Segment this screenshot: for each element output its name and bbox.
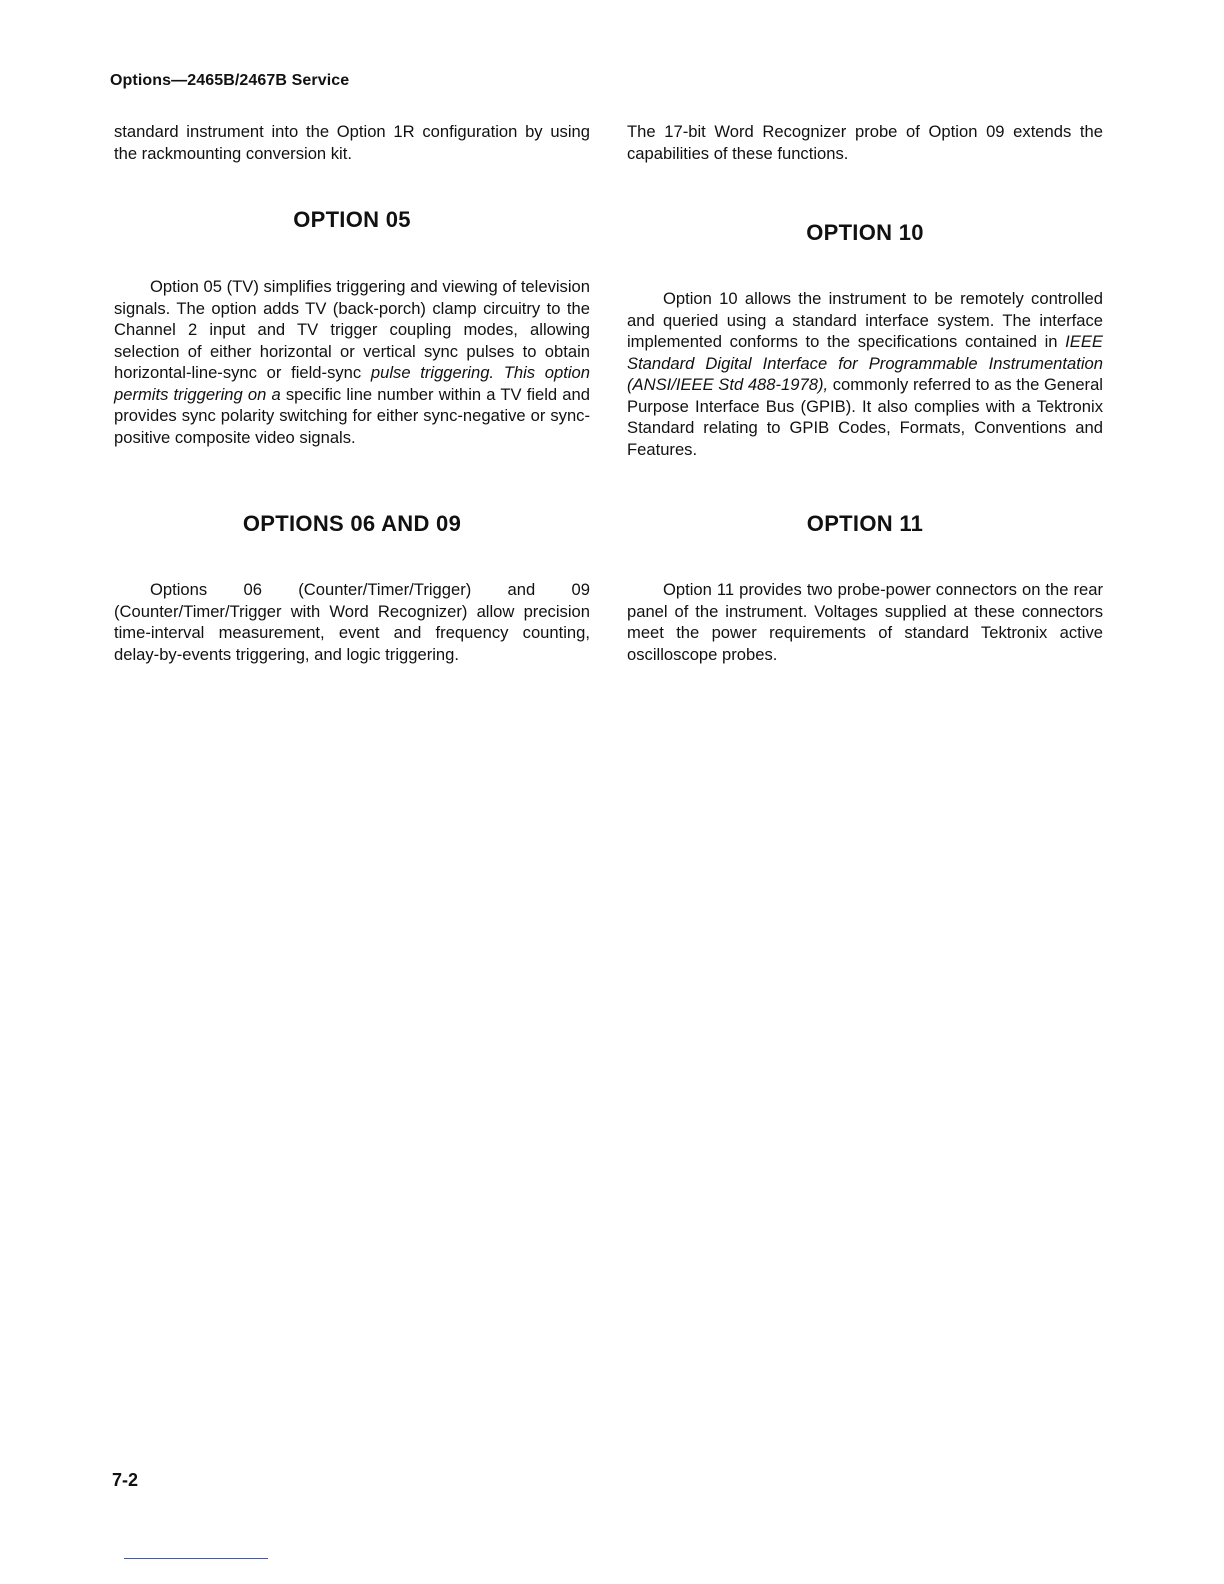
option11-section-body [627,579,1103,665]
option05-text-1: Option 05 (TV) simplifies triggering and viewing of television signals. The option adds TV (back-porch) clamp circuitry to the Channel 2 input and TV trigger coupling modes, allowing selection of either horizontal or vertical sync pulses to obtain horizontal-line-sync or field-sync [114,277,590,382]
left-intro-text: standard instrument into the Option 1R configuration by using the rackmounting conversion kit. [114,122,590,163]
option10-text-1: Option 10 allows the instrument to be remotely controlled and queried using a standard interface system. The interface implemented conforms to the specifications contained in [627,289,1103,351]
options06-09-paragraph: Options 06 (Counter/Timer/Trigger) and 09 (Counter/Timer/Trigger with Word Recognizer) allow precision time-interval measurement, event and frequency counting, delay-by-events triggering, and logic triggering. [114,580,590,664]
option05-text-italic: pulse triggering. This option permits triggering on a [114,363,590,404]
left-intro-paragraph [114,121,590,164]
option11-heading: OPTION 11 [806,511,924,536]
footer-rule [124,1558,268,1559]
right-intro-paragraph [627,121,1103,164]
running-header: Options—2465B/2467B Service [110,72,350,89]
options06-09-section-heading [114,511,590,537]
option10-text-italic: IEEE Standard Digital Interface for Programmable Instrumentation (ANSI/IEEE Std 488-1978), [627,332,1103,394]
option05-section-body [114,276,590,448]
option05-section-heading [114,207,590,233]
option05-paragraph [114,276,590,448]
option10-text-2: commonly referred to as the General Purpose Interface Bus (GPIB). It also complies with a Tektronix Standard relating to GPIB Codes, Formats, Conventions and Features. [627,375,1103,459]
right-intro-text: The 17-bit Word Recognizer probe of Option 09 extends the capabilities of these functions. [627,122,1103,163]
option11-paragraph: Option 11 provides two probe-power connectors on the rear panel of the instrument. Voltages supplied at these connectors meet the power requirements of standard Tektronix active oscilloscope probes. [627,580,1103,664]
options06-09-section-body [114,579,590,665]
option10-paragraph [627,288,1103,460]
option10-section-heading [627,220,1103,246]
option11-section-heading [627,511,1103,537]
option05-text-2: specific line number within a TV field and provides sync polarity switching for either sync-negative or sync- positive composite video signals. [114,384,590,447]
option05-heading: OPTION 05 [293,207,411,232]
page-number: 7-2 [112,1470,139,1490]
options06-09-heading: OPTIONS 06 AND 09 [242,511,462,536]
option10-section-body [627,288,1103,460]
option10-heading: OPTION 10 [806,220,924,245]
